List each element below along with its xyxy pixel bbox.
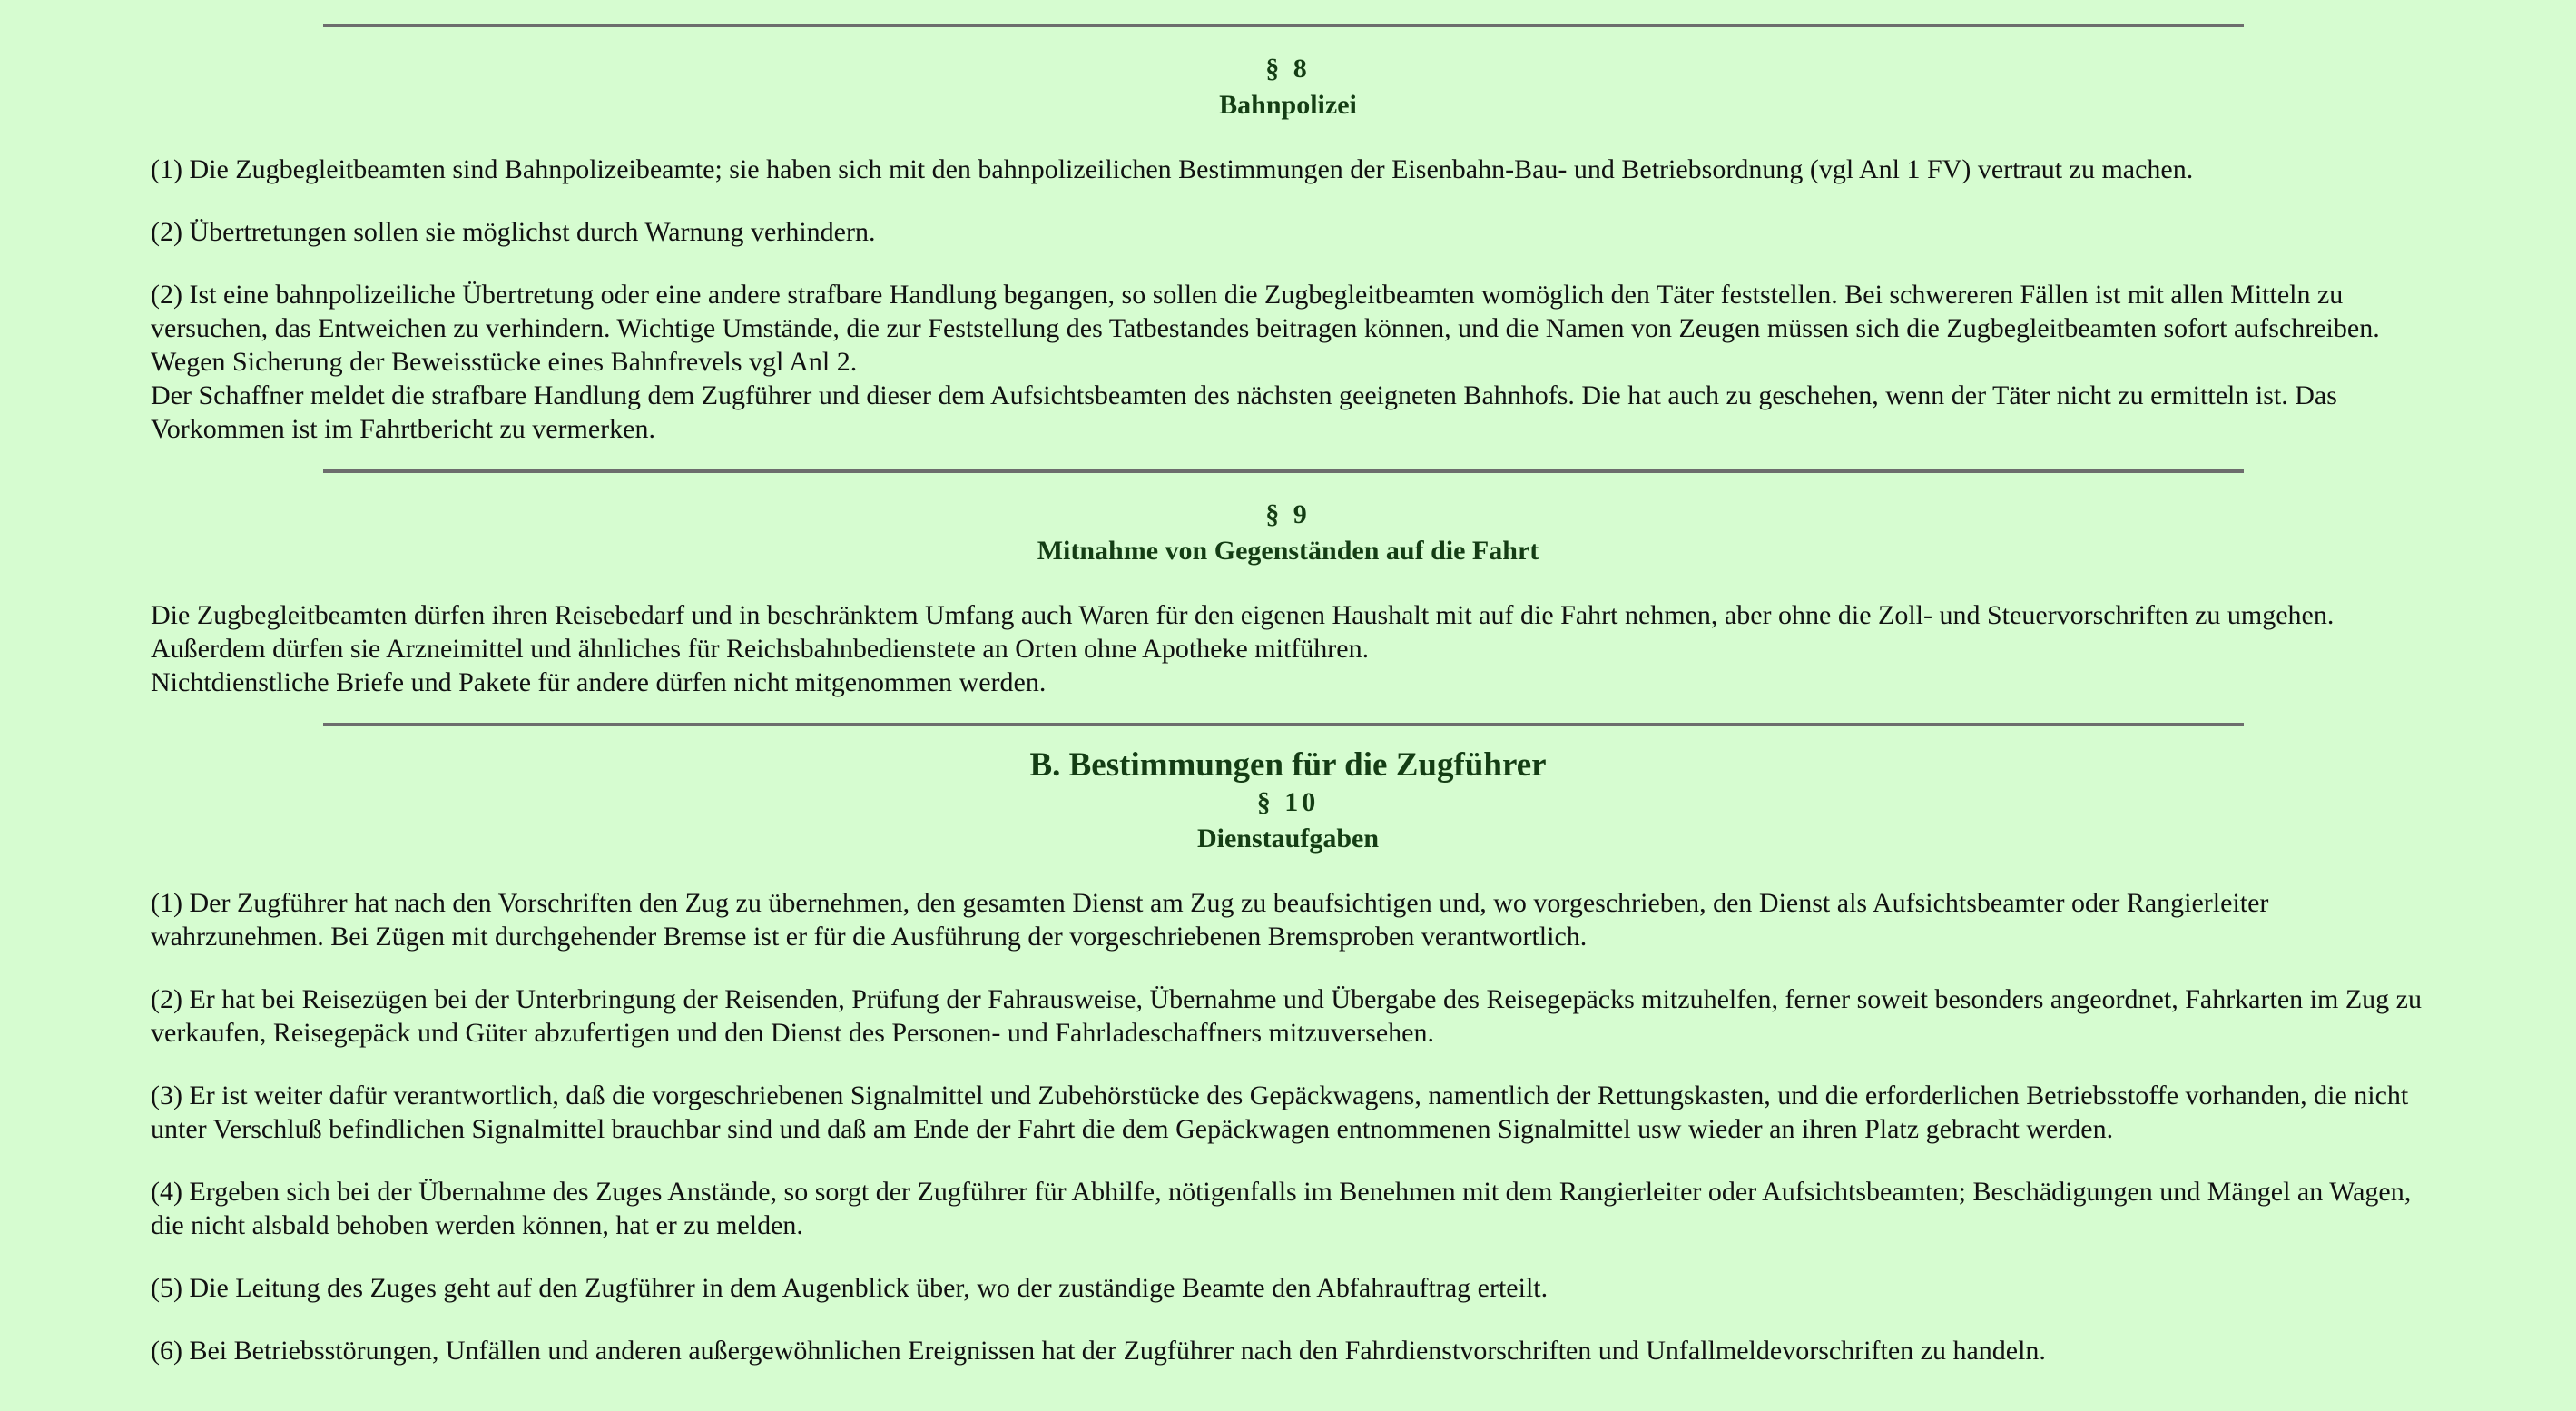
paragraph-line: Der Schaffner meldet die strafbare Handlung dem Zugführer und dieser dem Aufsichtsbeamten des nächsten geeigneten Bahnhofs. Die hat auch zu geschehen, wenn der Täter nicht zu ermitteln ist. Das Vorkommen ist im Fahrtbericht zu vermerken.	[151, 380, 2337, 444]
paragraph: (6) Bei Betriebsstörungen, Unfällen und anderen außergewöhnlichen Ereignissen hat der Zugführer nach den Fahrdienstvorschriften und Unfallmeldevorschriften zu handeln.	[151, 1336, 2046, 1366]
section-number: § 9	[1265, 499, 1311, 529]
paragraph	[151, 278, 2425, 446]
paragraph: (1) Die Zugbegleitbeamten sind Bahnpolizeibeamte; sie haben sich mit den bahnpolizeilichen Bestimmungen der Eisenbahn-Bau- und Betriebsordnung (vgl Anl 1 FV) vertraut zu machen.	[151, 154, 2194, 184]
document-page	[151, 0, 2425, 1367]
section-number: § 8	[1265, 54, 1311, 84]
paragraph-line: Die Zugbegleitbeamten dürfen ihren Reisebedarf und in beschränktem Umfang auch Waren für den eigenen Haushalt mit auf die Fahrt nehmen, aber ohne die Zoll- und Steuervorschriften zu umgehen. Außerdem dürfen sie Arzneimittel und ähnliches für Reichsbahnbedienstete an Orten ohne Apotheke mitführen.	[151, 600, 2335, 664]
paragraph	[151, 598, 2425, 699]
section-number: § 10	[1256, 787, 1320, 817]
paragraph: (1) Der Zugführer hat nach den Vorschriften den Zug zu übernehmen, den gesamten Dienst am Zug zu beaufsichtigen und, wo vorgeschrieben, den Dienst als Aufsichtsbeamter oder Rangierleiter wahrzunehmen. Bei Zügen mit durchgehender Bremse ist er für die Ausführung der vorgeschriebenen Bremsproben verantwortlich.	[151, 888, 2269, 952]
paragraph: (2) Übertretungen sollen sie möglichst durch Warnung verhindern.	[151, 217, 876, 247]
chapter-heading: B. Bestimmungen für die Zugführer	[1029, 746, 1547, 784]
paragraph: (2) Er hat bei Reisezügen bei der Unterbringung der Reisenden, Prüfung der Fahrausweise, Übernahme und Übergabe des Reisegepäcks mitzuhelfen, ferner soweit besonders angeordnet, Fahrkarten im Zug zu verkaufen, Reisegepäck und Güter abzufertigen und den Dienst des Personen- und Fahrladeschaffners mitzuversehen.	[151, 984, 2422, 1048]
paragraph: (3) Er ist weiter dafür verantwortlich, daß die vorgeschriebenen Signalmittel und Zubehörstücke des Gepäckwagens, namentlich der Rettungskasten, und die erforderlichen Betriebsstoffe vorhanden, die nicht unter Verschluß befindlichen Signalmittel brauchbar sind und daß am Ende der Fahrt die dem Gepäckwagen entnommenen Signalmittel usw wieder an ihren Platz gebracht werden.	[151, 1080, 2409, 1144]
paragraph: (4) Ergeben sich bei der Übernahme des Zuges Anstände, so sorgt der Zugführer für Abhilfe, nötigenfalls im Benehmen mit dem Rangierleiter oder Aufsichtsbeamten; Beschädigungen und Mängel an Wagen, die nicht alsbald behoben werden können, hat er zu melden.	[151, 1177, 2412, 1240]
paragraph-line: Nichtdienstliche Briefe und Pakete für andere dürfen nicht mitgenommen werden.	[151, 667, 1047, 697]
section-divider	[323, 24, 2244, 27]
section-title: Mitnahme von Gegenständen auf die Fahrt	[1037, 536, 1539, 566]
section-divider	[323, 723, 2244, 726]
section-title: Dienstaufgaben	[1196, 824, 1380, 854]
paragraph: (5) Die Leitung des Zuges geht auf den Zugführer in dem Augenblick über, wo der zuständige Beamte den Abfahrauftrag erteilt.	[151, 1273, 1549, 1303]
section-divider	[323, 469, 2244, 473]
section-title: Bahnpolizei	[1219, 90, 1357, 120]
paragraph-line: (2) Ist eine bahnpolizeiliche Übertretung oder eine andere strafbare Handlung begangen, so sollen die Zugbegleitbeamten womöglich den Täter feststellen. Bei schwereren Fällen ist mit allen Mitteln zu versuchen, das Entweichen zu verhindern. Wichtige Umstände, die zur Feststellung des Tatbestandes beitragen können, und die Namen von Zeugen müssen sich die Zugbegleitbeamten sofort aufschreiben. Wegen Sicherung der Beweisstücke eines Bahnfrevels vgl Anl 2.	[151, 280, 2380, 377]
